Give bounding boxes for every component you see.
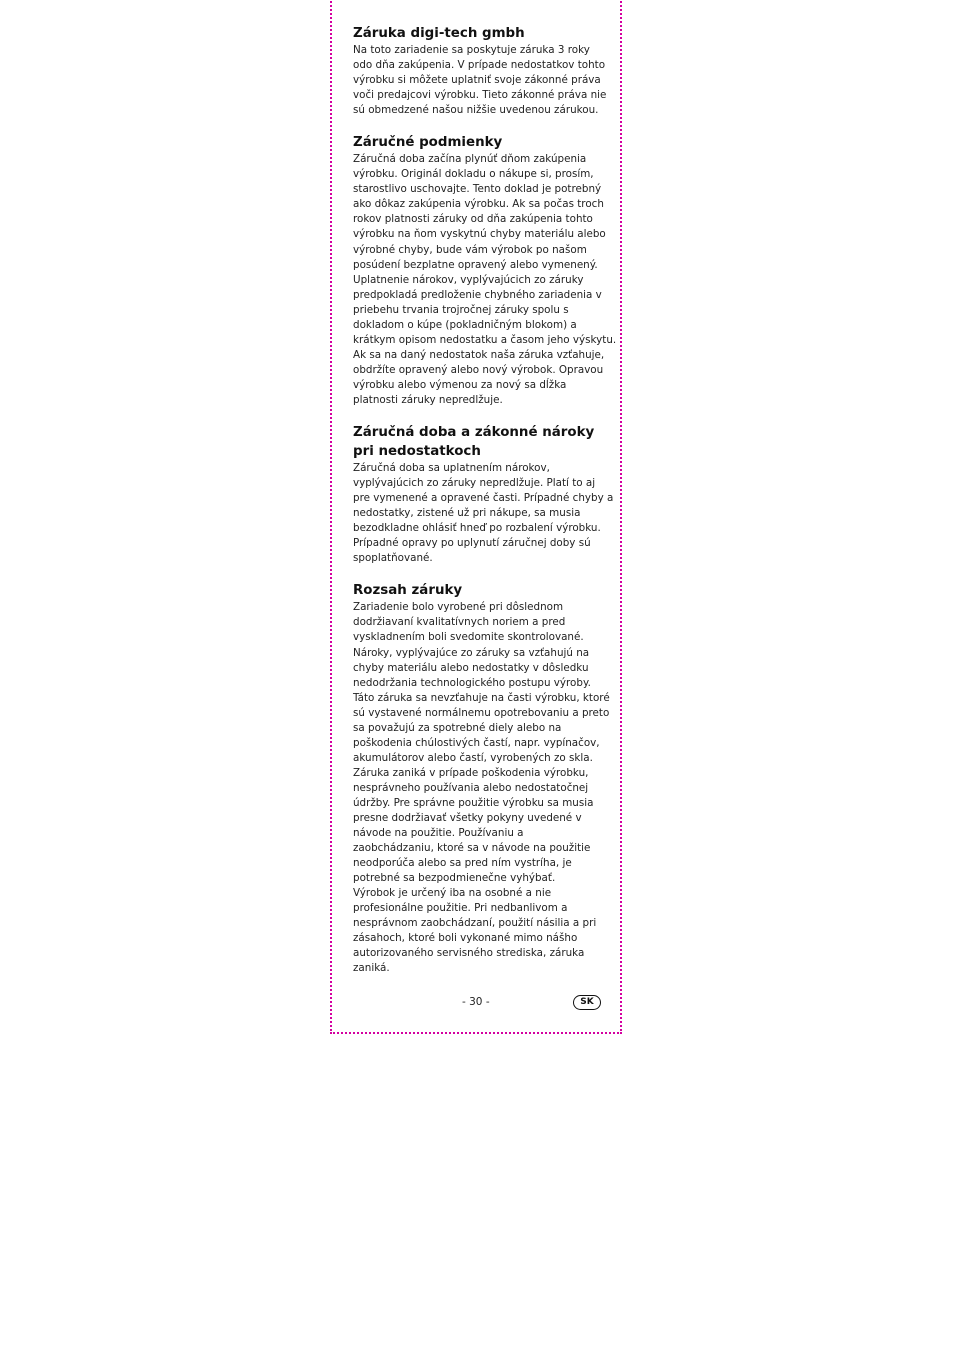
body-line: sú vystavené normálnemu opotrebovaniu a preto	[353, 706, 610, 719]
body-line: vyskladnením boli svedomite skontrolované.	[353, 631, 584, 644]
manual-page	[330, 0, 622, 1034]
section-title	[353, 24, 605, 43]
body-line: nedostatky, zistené už pri nákupe, sa musia	[353, 507, 581, 520]
body-line: údržby. Pre správne použitie výrobku sa musia	[353, 796, 594, 809]
body-line: výrobku alebo výmenou za nový sa dĺžka	[353, 378, 567, 391]
body-line: neodporúča alebo sa pred ním vystríha, je	[353, 857, 572, 870]
section-body	[353, 152, 617, 408]
body-line: dokladom o kúpe (pokladničným blokom) a	[353, 318, 577, 331]
language-badge: SK	[573, 995, 601, 1010]
body-line: chyby materiálu alebo nedostatky v dôsledku	[353, 661, 589, 674]
body-line: Táto záruka sa nevzťahuje na časti výrobku, ktoré	[353, 691, 610, 704]
body-line: Ak sa na daný nedostatok naša záruka vzťahuje,	[353, 348, 605, 361]
section-title-line: Rozsah záruky	[353, 583, 463, 599]
body-line: vyplývajúcich zo záruky nepredlžuje. Platí to aj	[353, 477, 596, 490]
body-line: sú obmedzené našou nižšie uvedenou zárukou.	[353, 104, 599, 117]
body-line: spoplatňované.	[353, 552, 433, 565]
body-line: výrobku na ňom vyskytnú chyby materiálu alebo	[353, 228, 606, 241]
body-line: akumulátorov alebo častí, vyrobených zo skla.	[353, 751, 593, 764]
body-line: nesprávneho používania alebo nedostatočnej	[353, 781, 589, 794]
body-line: odo dňa zakúpenia. V prípade nedostatkov tohto	[353, 59, 606, 72]
body-line: voči predajcovi výrobku. Tieto zákonné práva nie	[353, 89, 607, 102]
body-line: výrobku si môžete uplatniť svoje zákonné práva	[353, 74, 601, 87]
body-line: bezodkladne ohlásiť hneď po rozbalení výrobku.	[353, 522, 601, 535]
body-line: Prípadné opravy po uplynutí záručnej doby sú	[353, 537, 591, 550]
section	[353, 133, 617, 408]
section-title-line: pri nedostatkoch	[353, 444, 481, 460]
section	[353, 423, 614, 566]
body-line: zaobchádzaniu, ktoré sa v návode na použitie	[353, 842, 591, 855]
body-line: návode na použitie. Používaniu a	[353, 827, 524, 840]
body-line: výrobné chyby, bude vám výrobok po našom	[353, 243, 587, 256]
body-line: Zariadenie bolo vyrobené pri dôslednom	[353, 601, 564, 614]
body-line: zaniká.	[353, 962, 390, 975]
body-line: starostlivo uschovajte. Tento doklad je potrebný	[353, 183, 602, 196]
section-body	[353, 600, 610, 976]
body-line: zásahoch, ktoré boli vykonané mimo nášho	[353, 932, 578, 945]
body-line: Záručná doba začína plynúť dňom zakúpenia	[353, 153, 587, 166]
section-title-line: Záručné podmienky	[353, 135, 503, 151]
section-title	[353, 423, 605, 461]
body-line: sa považujú za spotrebné diely alebo na	[353, 721, 562, 734]
body-line: Výrobok je určený iba na osobné a nie	[353, 887, 552, 900]
body-line: presne dodržiavať všetky pokyny uvedené v	[353, 812, 582, 825]
section	[353, 581, 610, 976]
body-line: nesprávnom zaobchádzaní, použití násilia a pri	[353, 917, 597, 930]
section-title	[353, 133, 605, 152]
section	[353, 24, 605, 118]
body-line: pre vymenené a opravené časti. Prípadné chyby a	[353, 492, 614, 505]
body-line: obdržíte opravený alebo nový výrobok. Opravou	[353, 363, 604, 376]
body-line: profesionálne použitie. Pri nedbanlivom a	[353, 902, 568, 915]
body-line: Záručná doba sa uplatnením nárokov,	[353, 462, 550, 475]
body-line: nedodržania technologického postupu výroby.	[353, 676, 591, 689]
body-line: posúdení bezplatne opravený alebo vymenený.	[353, 258, 598, 271]
section-title	[353, 581, 605, 600]
body-line: Nároky, vyplývajúce zo záruky sa vzťahujú na	[353, 646, 590, 659]
section-title-line: Záručná doba a zákonné nároky	[353, 425, 595, 441]
page-content	[353, 24, 617, 992]
body-line: priebehu trvania trojročnej záruky spolu s	[353, 303, 569, 316]
section-body	[353, 43, 605, 118]
body-line: Uplatnenie nárokov, vyplývajúcich zo záruky	[353, 273, 584, 286]
body-line: predpokladá predloženie chybného zariadenia v	[353, 288, 602, 301]
body-line: dodržiavaní kvalitatívnych noriem a pred	[353, 616, 566, 629]
section-body	[353, 461, 614, 566]
body-line: Záruka zaniká v prípade poškodenia výrobku,	[353, 766, 589, 779]
body-line: ako dôkaz zakúpenia výrobku. Ak sa počas troch	[353, 198, 604, 211]
body-line: výrobku. Originál dokladu o nákupe si, prosím,	[353, 168, 594, 181]
body-line: Na toto zariadenie sa poskytuje záruka 3 roky	[353, 44, 590, 56]
section-title-line: Záruka digi-tech gmbh	[353, 26, 525, 41]
body-line: potrebné sa bezpodmienečne vyhýbať.	[353, 872, 556, 885]
page-number: - 30 -	[462, 996, 490, 1008]
body-line: krátkym opisom nedostatku a časom jeho výskytu.	[353, 333, 617, 346]
body-line: platnosti záruky nepredlžuje.	[353, 393, 503, 406]
body-line: autorizovaného servisného strediska, záruka	[353, 947, 585, 960]
body-line: rokov platnosti záruky od dňa zakúpenia tohto	[353, 213, 593, 226]
body-line: poškodenia chúlostivých častí, napr. vypínačov,	[353, 736, 600, 749]
